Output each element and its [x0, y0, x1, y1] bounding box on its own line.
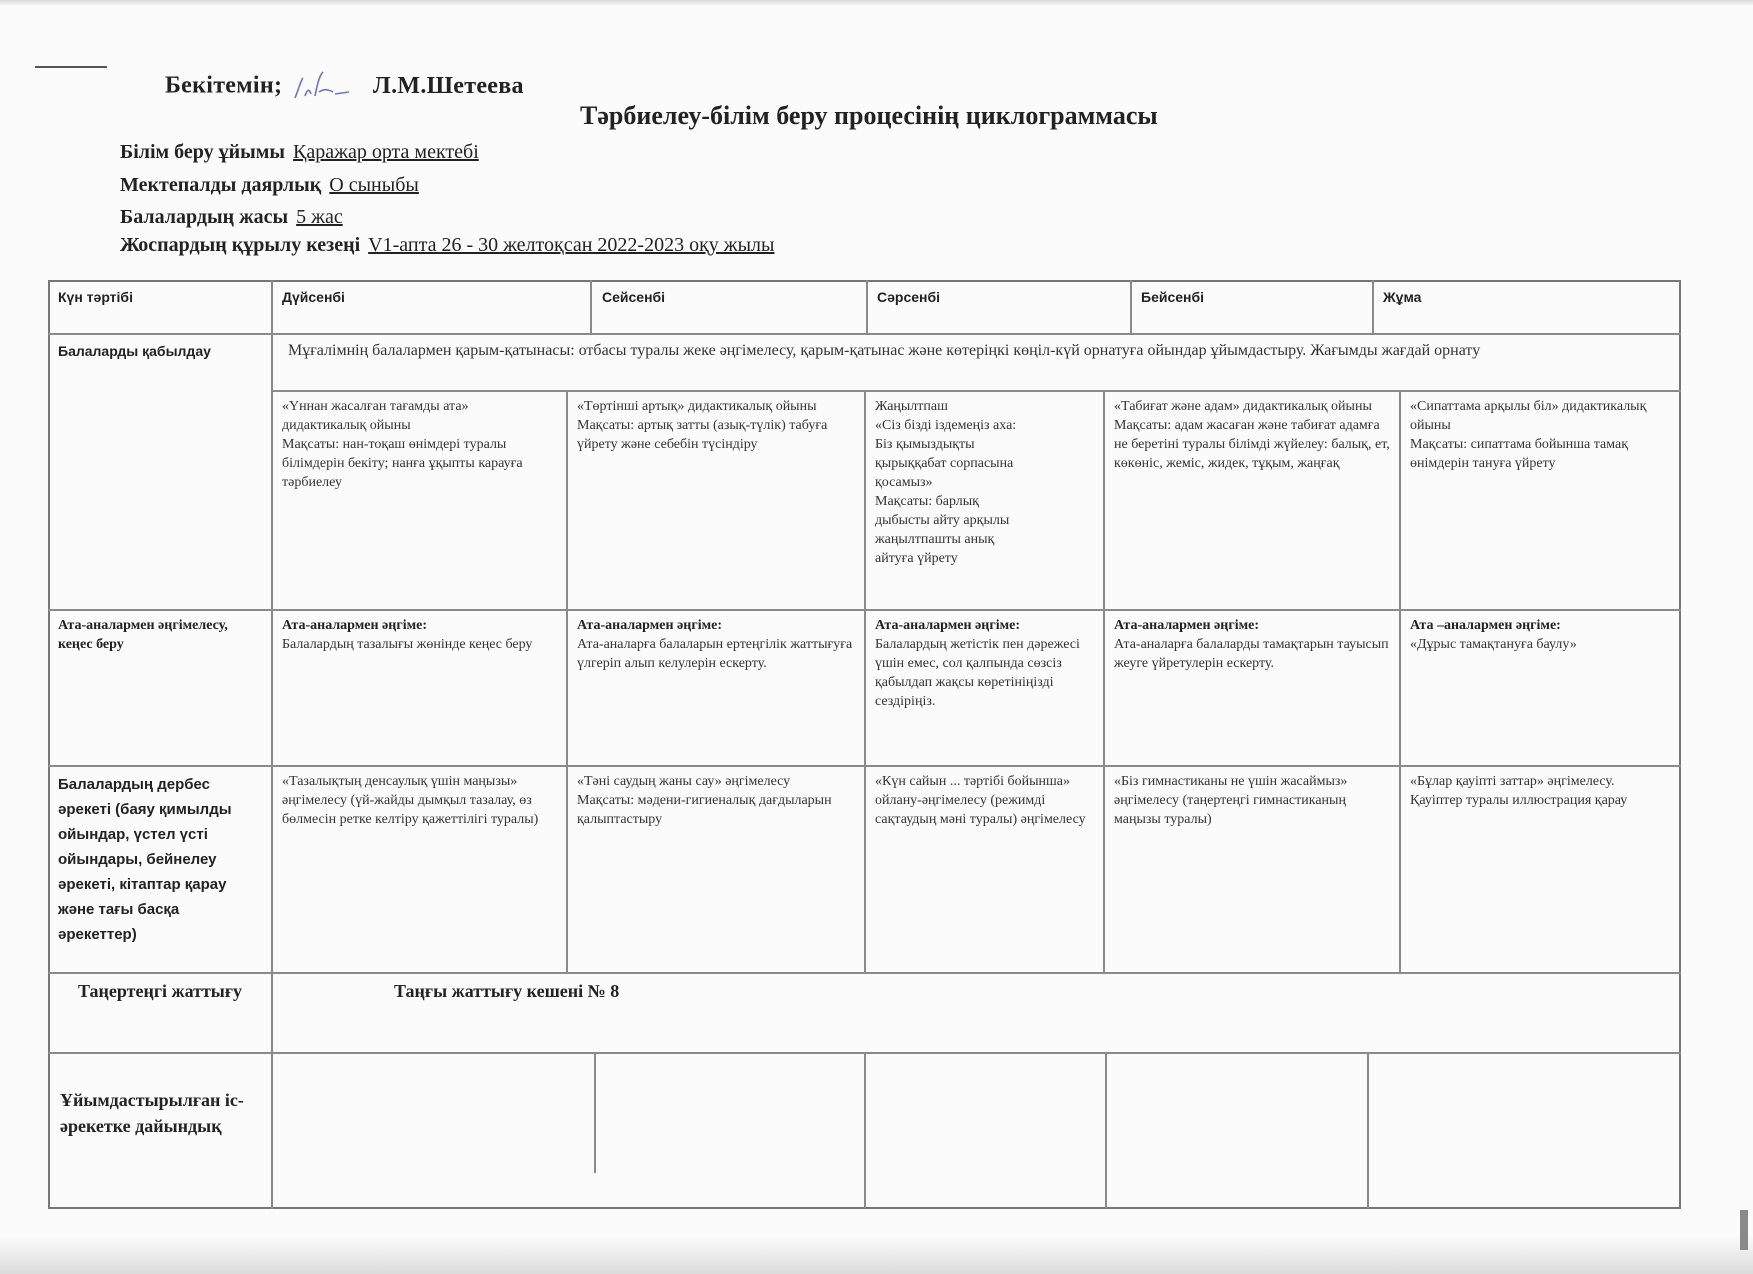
- scan-edge: [0, 0, 1753, 6]
- reception-common-text: Мұғалімнің балалармен қарым-қатынасы: отбасы туралы жеке әңгімелесу, қарым-қатынас және көтеріңкі көңіл-күй орнатуға ойындар ұйымдастыру. Жағымды жағдай орнату: [288, 342, 1481, 359]
- meta-value: О сыныбы: [329, 174, 419, 196]
- parents-title: Ата-аналармен әңгіме:: [282, 618, 427, 633]
- col-divider: [1372, 280, 1374, 334]
- parents-text: Балалардың жетістік пен дәрежесі үшін емес, сол қалпында сөзсіз қабылдап жақсы көретініңізді сездіріңіз.: [875, 637, 1080, 709]
- col-divider: [864, 1052, 866, 1208]
- header-friday: Жұма: [1383, 289, 1422, 305]
- col-divider: [864, 390, 866, 972]
- approval-label: Бекітемін;: [165, 72, 283, 99]
- parents-title: Ата-аналармен әңгіме:: [577, 618, 722, 633]
- row-label-parents: Ата-аналармен әңгімелесу, кеңес беру: [58, 618, 228, 652]
- morning-exercise-text: Таңғы жаттығу кешені № 8: [394, 981, 620, 1001]
- parents-text: «Дұрыс тамақтануға баулу»: [1410, 637, 1577, 652]
- meta-group: [120, 174, 419, 197]
- parents-text: Ата-аналарға балаларын ертеңгілік жаттығуға үлгеріп алып келулерін ескерту.: [577, 637, 853, 671]
- col-divider: [1103, 390, 1105, 972]
- header-thursday: Бейсенбі: [1141, 289, 1205, 305]
- meta-value: Қаражар орта мектебі: [293, 141, 479, 163]
- meta-organization: [120, 141, 479, 164]
- parents-title: Ата –аналармен әңгіме:: [1410, 618, 1561, 633]
- parents-title: Ата-аналармен әңгіме:: [1114, 618, 1259, 633]
- header-tuesday: Сейсенбі: [602, 289, 666, 305]
- independent-thursday: «Біз гимнастиканы не үшін жасаймыз» әңгімелесу (таңертеңгі гимнастиканың маңызы туралы): [1114, 774, 1348, 827]
- row-divider: [272, 390, 1681, 392]
- row-label-reception: Балаларды қабылдау: [58, 343, 211, 359]
- independent-friday: «Бұлар қауіпті заттар» әңгімелесу. Қауіптер туралы иллюстрация қарау: [1410, 774, 1628, 808]
- parents-title: Ата-аналармен әңгіме:: [875, 618, 1020, 633]
- meta-label: Балалардың жасы: [120, 206, 289, 228]
- header-wednesday: Сәрсенбі: [877, 289, 941, 305]
- reception-thursday: «Табиғат және адам» дидактикалық ойыны Мақсаты: адам жасаған және табиғат адамға не беретіні туралы білімді жүйелеу: балық, ет, көкөніс, жеміс, жидек, тұқым, жаңғақ: [1114, 399, 1390, 471]
- document-title: Тәрбиелеу-білім беру процесінің циклограммасы: [580, 101, 1158, 130]
- meta-label: Жоспардың құрылу кезеңі: [120, 234, 361, 256]
- header-schedule: Күн тәртібі: [58, 289, 133, 305]
- col-divider: [1105, 1052, 1107, 1208]
- row-divider: [48, 333, 1681, 335]
- meta-label: Білім беру ұйымы: [120, 141, 286, 163]
- meta-period: [120, 234, 774, 257]
- col-divider: [590, 280, 592, 334]
- approval-line: [165, 70, 524, 104]
- col-divider: [1399, 390, 1401, 972]
- row-label-morning: Таңертеңгі жаттығу: [77, 981, 243, 1001]
- row-label-preparation: Ұйымдастырылған іс-әрекетке дайындық: [60, 1090, 244, 1136]
- approver-name: Л.М.Шетеева: [372, 72, 524, 99]
- parents-thursday: [1106, 612, 1398, 677]
- decorative-dash: [35, 66, 107, 68]
- reception-monday: «Үннан жасалған тағамды ата» дидактикалық ойыны Мақсаты: нан-тоқаш өнімдері туралы білімдерін бекіту; нанға ұқыпты карауға тәрбиелеу: [282, 399, 523, 490]
- meta-label: Мектепалды даярлық: [120, 174, 322, 196]
- parents-text: Ата-аналарға балаларды тамақтарын тауысып жеуге үйретулерін ескерту.: [1114, 637, 1389, 671]
- parents-wednesday: [867, 612, 1102, 715]
- col-divider: [271, 280, 273, 1209]
- independent-tuesday: «Тәні саудың жаны сау» әңгімелесу Мақсаты: мәдени-гигиеналық дағдыларын қалыптастыру: [577, 774, 832, 827]
- scan-edge: [1740, 1210, 1748, 1250]
- meta-age: [120, 206, 343, 229]
- parents-monday: [274, 612, 564, 658]
- col-divider: [1367, 1052, 1369, 1208]
- reception-wednesday: Жаңылтпаш «Сіз бізді іздемеңіз аха: Біз қымыздықты қырыққабат сорпасына қосамыз» Мақсаты: барлық дыбысты айту арқылы жаңылтпашты анық айтуға үйрету: [875, 399, 1017, 566]
- col-divider: [866, 280, 868, 334]
- row-label-independent: Балалардың дербес әрекеті (баяу қимылды ойындар, үстел үсті ойындары, бейнелеу әрекеті, кітаптар қарау және тағы басқа әрекеттер): [58, 776, 232, 943]
- meta-value: V1-апта 26 - 30 желтоқсан 2022-2023 оқу жылы: [368, 234, 775, 256]
- scan-edge: [0, 1236, 1753, 1274]
- parents-tuesday: [569, 612, 863, 677]
- parents-friday: [1402, 612, 1678, 658]
- independent-monday: «Тазалықтың денсаулық үшін маңызы» әңгімелесу (үй-жайды дымқыл тазалау, өз бөлмесін ретке келтіру қажеттілігі туралы): [282, 774, 539, 827]
- signature-icon: [289, 70, 361, 104]
- meta-value: 5 жас: [296, 206, 343, 228]
- col-divider: [594, 1052, 596, 1173]
- col-divider: [566, 390, 568, 972]
- col-divider: [1130, 280, 1132, 334]
- parents-text: Балалардың тазалығы жөнінде кеңес беру: [282, 637, 533, 652]
- independent-wednesday: «Күн сайын ... тәртібі бойынша» ойлану-әңгімелесу (режимді сақтаудың мәні туралы) әңгімелесу: [875, 774, 1086, 827]
- reception-tuesday: «Төртінші артық» дидактикалық ойыны Мақсаты: артық затты (азық-түлік) табуға үйрету және себебін түсіндіру: [577, 399, 828, 452]
- header-monday: Дүйсенбі: [282, 289, 345, 305]
- reception-friday: «Сипаттама арқылы біл» дидактикалық ойыны Мақсаты: сипаттама бойынша тамақ өнімдерін тануға үйрету: [1410, 399, 1647, 471]
